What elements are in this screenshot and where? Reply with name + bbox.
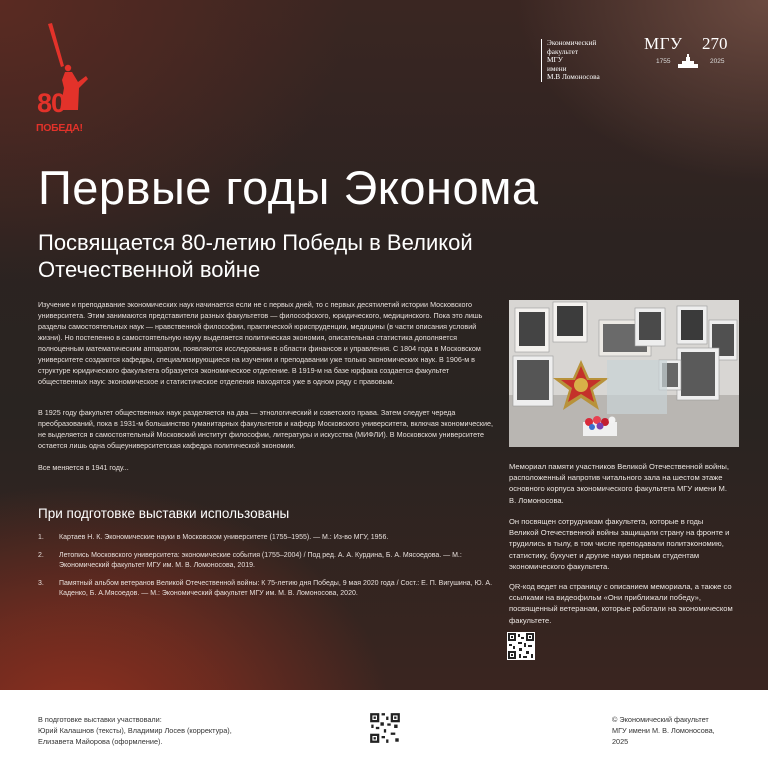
msu-building-icon	[678, 54, 698, 68]
copyright	[612, 714, 715, 747]
copyright-line: МГУ имени М. В. Ломоносова,	[612, 726, 715, 735]
reference-number: 1.	[38, 534, 44, 541]
reference-text: Летопись Московского университета: экономические события (1755–2004) / Под ред. А. А. Курдина, Б. А. Мясоедова. — М.: Экономический факультет МГУ им. М. В. Ломоносова, 2019.	[59, 551, 462, 569]
credits	[38, 714, 232, 747]
msu-name: МГУ	[644, 34, 683, 53]
list-item	[38, 579, 498, 600]
memorial-photo-illustration	[509, 300, 739, 447]
faculty-logo-line: имени	[547, 63, 567, 73]
badge-number: 80	[37, 88, 66, 118]
credits-line: Юрий Калашнов (тексты), Владимир Лосев (корректура),	[38, 726, 232, 735]
faculty-logo-line: МГУ	[547, 55, 563, 64]
body-paragraph: Изучение и преподавание экономических наук начинается если не с первых дней, то с первых десятилетий истории Московского университета. Этим занимаются представители разных факультетов — философского, юридического, медицинского. Пока это лишь разделы самостоятельных наук — нравственной философии, практической юриспруденции, медицины (в части описания условий жизни). Но постепенно в самостоятельную науку выделяется политическая экономия, описательная статистика дополняется полноценным математическим аппаратом, появляются исследования в области финансов и управления. С 1804 года в Московском университете создаются кафедры, специализирующиеся на изучении и преподавании уже только экономических наук. В 1906-м в структуре юридического факультета образуется экономическое отделение. В 1919-м на базе юрфака создается факультет общественных наук: экономическое и статистическое отделения находятся уже в одном ряду с правовым.	[38, 300, 483, 386]
page-title: Первые годы Эконома	[38, 161, 539, 214]
memorial-photo	[509, 300, 739, 447]
body-paragraph: В 1925 году факультет общественных наук разделяется на два — этнологический и советского права. Затем следует череда преобразований, пока в 1931-м большинство гуманитарных факультетов и кафедр Московского университета, включая экономические, не выделяется в самостоятельный Московский институт философии, литературы и искусства (МИФЛИ). В Московском университете остается лишь одна общеуниверситетская кафедра политической экономии.	[38, 408, 494, 450]
copyright-line: © Экономический факультет	[612, 715, 709, 724]
photo-caption: Мемориал памяти участников Великой Отечественной войны, расположенный напротив читального зала на шестом этаже основного корпуса экономического факультета МГУ имени М. В. Ломоносова.	[509, 462, 729, 505]
sidebar-paragraph: Он посвящен сотрудникам факультета, которые в годы Великой Отечественной войны защищали страну на фронте и трудились в тылу, в том числе преподавали политэкономию, статистику, бухучет и другие науки первым студентам экономического факультета.	[509, 517, 730, 571]
sidebar-paragraph: QR-код ведет на страницу с описанием мемориала, а также со ссылками на видеофильм «Они приближали победу», посвященный ветеранам, которые работали на экономическом факультете.	[509, 582, 733, 625]
credits-heading: В подготовке выставки участвовали:	[38, 715, 162, 724]
victory-80-logo	[34, 22, 96, 140]
msu-year-end: 2025	[710, 58, 725, 65]
msu-270-logo	[644, 34, 734, 70]
references-heading: При подготовке выставки использованы	[38, 506, 290, 521]
msu-anniversary: 270	[702, 34, 728, 53]
credits-line: Елизавета Майорова (оформление).	[38, 737, 163, 746]
badge-word: ПОБЕДА!	[36, 122, 83, 134]
faculty-logo-line: М.В Ломоносова	[547, 72, 600, 81]
faculty-logo	[541, 39, 600, 82]
reference-text: Картаев Н. К. Экономические науки в Московском университете (1755–1955). — М.: Из-во МГУ, 1956.	[59, 534, 389, 541]
references-list	[38, 533, 498, 607]
body-paragraph: Все меняется в 1941 году...	[38, 463, 129, 472]
list-item	[38, 533, 498, 544]
reference-number: 2.	[38, 551, 44, 559]
reference-number: 3.	[38, 579, 44, 587]
msu-year-start: 1755	[656, 58, 671, 65]
faculty-logo-line: факультет	[547, 46, 579, 56]
reference-text: Памятный альбом ветеранов Великой Отечественной войны: К 75-летию дня Победы, 9 мая 2020 года / Сост.: Е. П. Вигушина, Ю. А. Каденко, Б. А.Мясоедов. — М.: Экономический факультет МГУ им. М. В. Ломоносова, 2020.	[59, 579, 493, 597]
page-subtitle: Посвящается 80-летию Победы в Великой Отечественной войне	[38, 230, 473, 282]
list-item	[38, 551, 498, 572]
flowers	[583, 416, 617, 436]
memorial-qr-code[interactable]	[507, 632, 535, 660]
footer-qr-code[interactable]	[369, 712, 401, 744]
footer	[0, 690, 768, 768]
copyright-line: 2025	[612, 737, 629, 746]
faculty-logo-line: Экономический	[547, 38, 597, 47]
